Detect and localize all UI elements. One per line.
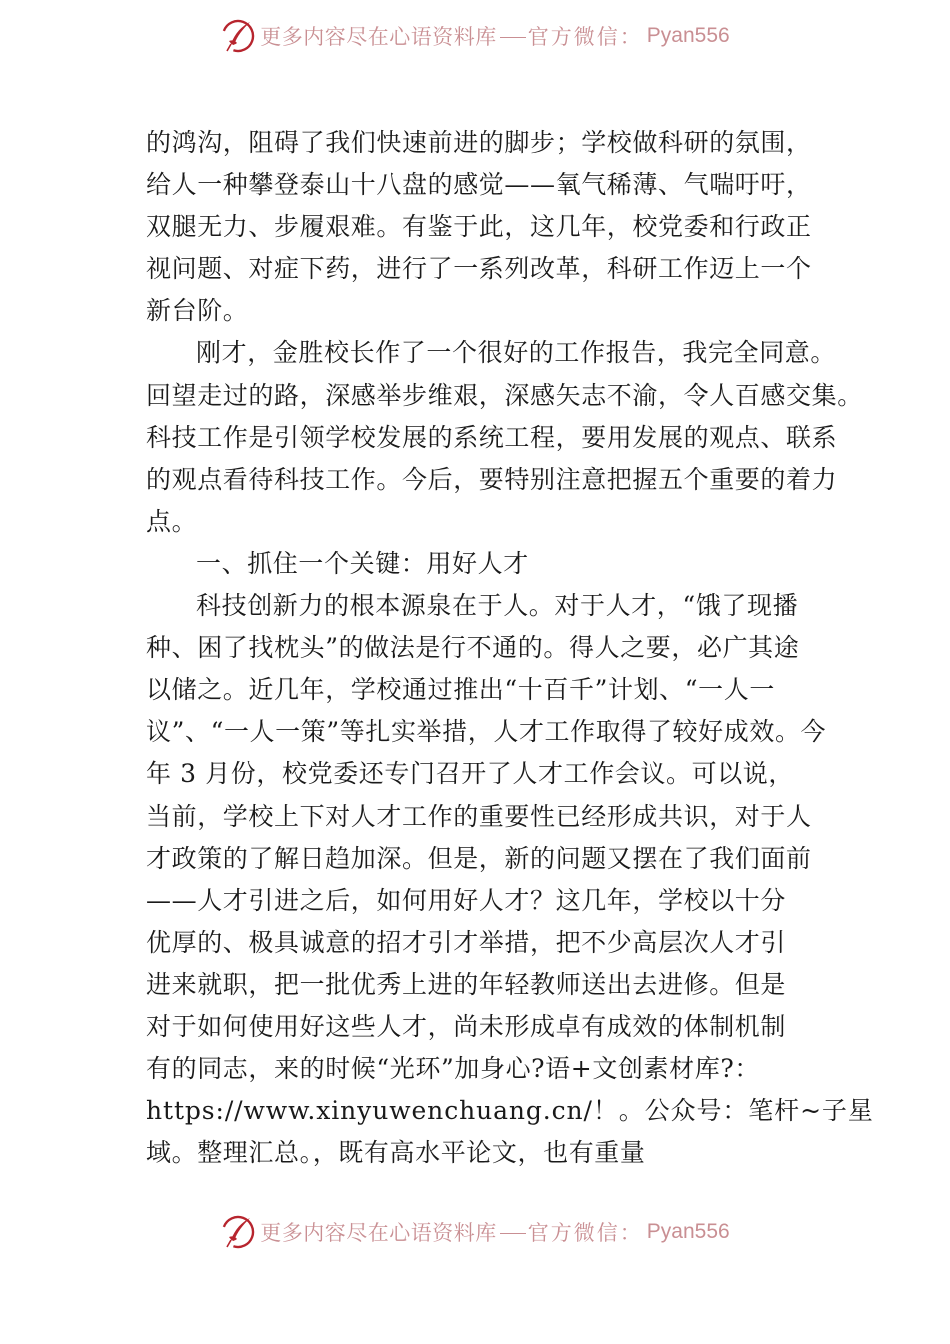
section-heading: 一、抓住一个关键：用好人才 — [196, 548, 529, 578]
footer-banner — [0, 1212, 950, 1252]
banner-wechat-id: Pyan556 — [646, 24, 730, 47]
banner-wechat-id: Pyan556 — [646, 1220, 730, 1243]
header-banner — [0, 16, 950, 56]
body-line: 进来就职，把一批优秀上进的年轻教师送出去进修。但是 — [146, 969, 787, 999]
body-line: 双腿无力、步履艰难。有鉴于此，这几年，校党委和行政正 — [146, 212, 812, 242]
body-line: 点。 — [146, 506, 198, 536]
body-line: 的鸿沟，阻碍了我们快速前进的脚步；学校做科研的氛围， — [146, 128, 812, 157]
body-line: 给人一种攀登泰山十八盘的感觉——氧气稀薄、气喘吁吁， — [146, 170, 812, 200]
body-line: 回望走过的路，深感举步维艰，深感矢志不渝，令人百感交集。 — [146, 380, 863, 410]
paragraph-start-line: 刚才，金胜校长作了一个很好的工作报告，我完全同意。 — [196, 338, 837, 368]
body-line: 年 3 月份，校党委还专门召开了人才工作会议。可以说， — [146, 759, 795, 789]
banner-library-text: 更多内容尽在心语资料库 — [260, 1221, 497, 1245]
body-line: 以储之。近几年，学校通过推出“十百千”计划、“一人一 — [146, 675, 775, 705]
body-line: 对于如何使用好这些人才，尚未形成卓有成效的体制机制 — [146, 1011, 787, 1041]
banner-library-text: 更多内容尽在心语资料库 — [260, 25, 497, 49]
body-line: 种、困了找枕头”的做法是行不通的。得人之要，必广其途 — [146, 633, 800, 663]
body-line: 的观点看待科技工作。今后，要特别注意把握五个重要的着力 — [146, 464, 838, 494]
body-line: 视问题、对症下药，进行了一系列改革，科研工作迈上一个 — [146, 254, 812, 284]
body-line: 有的同志，来的时候“光环”加身心?语+文创素材库?： — [146, 1054, 760, 1084]
paragraph-start-line: 科技创新力的根本源泉在于人。对于人才，“饿了现播 — [196, 591, 799, 621]
banner-separator — [500, 37, 526, 38]
body-line: 新台阶。 — [146, 296, 249, 326]
quill-logo-icon — [220, 1214, 256, 1250]
quill-logo-icon — [220, 18, 256, 54]
banner-separator — [500, 1233, 526, 1234]
body-line: 议”、“一人一策”等扎实举措，人才工作取得了较好成效。今 — [146, 717, 827, 747]
body-line: 才政策的了解日趋加深。但是，新的问题又摆在了我们面前 — [146, 843, 812, 873]
banner-wechat-label: 官方微信： — [527, 25, 643, 49]
body-line: 科技工作是引领学校发展的系统工程，要用发展的观点、联系 — [146, 422, 838, 452]
body-line: 当前，学校上下对人才工作的重要性已经形成共识，对于人 — [146, 801, 812, 831]
body-line-url: https://www.xinyuwenchuang.cn/！。公众号：笔杆~子星 — [146, 1096, 874, 1126]
body-line: 域。整理汇总。，既有高水平论文，也有重量 — [146, 1138, 646, 1168]
document-body — [146, 122, 874, 1174]
body-line: 优厚的、极具诚意的招才引才举措，把不少高层次人才引 — [146, 927, 787, 957]
body-line: ——人才引进之后，如何用好人才？这几年，学校以十分 — [146, 885, 787, 915]
banner-wechat-label: 官方微信： — [527, 1221, 643, 1245]
